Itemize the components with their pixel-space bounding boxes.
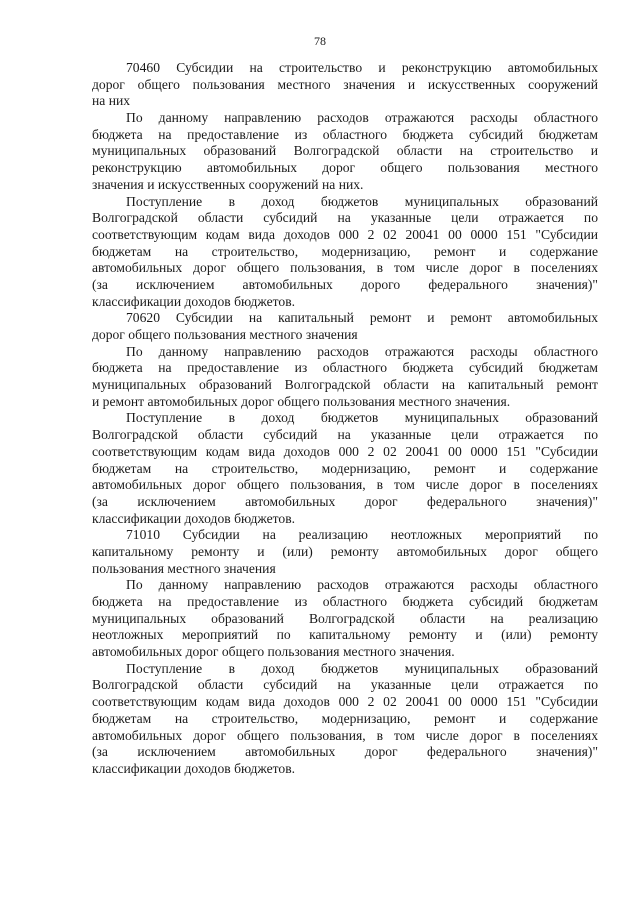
paragraph [92, 344, 598, 411]
paragraph-line: бюджета на предоставление из областного бюджета субсидий бюджетам [92, 594, 598, 609]
paragraph-line: бюджетам на строительство, модернизацию, ремонт и содержание [92, 710, 598, 726]
paragraph [92, 110, 598, 193]
paragraph-line: Волгоградской области субсидий на указанные цели отражается по [92, 677, 598, 693]
paragraph-line: соответствующим кодам вида доходов 000 2 02 20041 00 0000 151 "Субсидии [92, 694, 598, 710]
paragraph-line: дорог общего пользования местного значения и искусственных сооружений [92, 76, 598, 92]
paragraph-line: По данному направлению расходов отражаются расходы областного [126, 577, 598, 593]
paragraph-line: муниципальных образований Волгоградской области на капитальный ремонт [92, 377, 598, 393]
paragraph-line: классификации доходов бюджетов. [92, 293, 296, 309]
paragraph-line: муниципальных образований Волгоградской области на строительство и [92, 143, 598, 159]
paragraph-line: неотложных мероприятий по капитальному ремонту и (или) ремонту [92, 627, 598, 643]
paragraph-line: 70620 Субсидии на капитальный ремонт и ремонт автомобильных [126, 310, 598, 326]
paragraph-line: классификации доходов бюджетов. [92, 510, 296, 526]
paragraph-line: (за исключением автомобильных дорого федерального значения)" [92, 276, 598, 292]
paragraph-line: бюджетам на строительство, модернизацию, ремонт и содержание [92, 243, 598, 259]
paragraph-line: автомобильных дорог общего пользования, в том числе дорог в поселениях [92, 477, 598, 493]
paragraph-line: классификации доходов бюджетов. [92, 760, 296, 776]
paragraph-line: и ремонт автомобильных дорог общего пользования местного значения. [92, 393, 511, 409]
paragraph [92, 527, 598, 577]
paragraph-line: капитальному ремонту и (или) ремонту автомобильных дорог общего [92, 543, 598, 559]
paragraph-line: на них [92, 93, 131, 109]
paragraph-line: соответствующим кодам вида доходов 000 2 02 20041 00 0000 151 "Субсидии [92, 443, 598, 459]
paragraph [92, 577, 598, 660]
paragraph-line: По данному направлению расходов отражаются расходы областного [126, 343, 598, 359]
paragraph-line: пользования местного значения [92, 560, 276, 576]
paragraph-line: Поступление в доход бюджетов муниципальных образований [126, 193, 598, 209]
paragraph-line: автомобильных дорог общего пользования местного значения. [92, 644, 455, 660]
page-number: 78 [314, 34, 326, 48]
paragraph-line: Волгоградской области субсидий на указанные цели отражается по [92, 210, 598, 226]
paragraph-line: Поступление в доход бюджетов муниципальных образований [126, 410, 598, 426]
paragraph [92, 194, 598, 311]
paragraph-line: бюджета на предоставление из областного бюджета субсидий бюджетам [92, 360, 598, 376]
paragraph-line: автомобильных дорог общего пользования, в том числе дорог в поселениях [92, 727, 598, 743]
paragraph-line: бюджета на предоставление из областного бюджета субсидий бюджетам [92, 126, 598, 142]
paragraph-line: соответствующим кодам вида доходов 000 2 02 20041 00 0000 151 "Субсидии [92, 226, 598, 242]
paragraph-line: 71010 Субсидии на реализацию неотложных мероприятий по [126, 527, 598, 543]
paragraph [92, 310, 598, 343]
paragraph-line: По данному направлению расходов отражаются расходы областного [126, 110, 598, 126]
paragraph-line: Поступление в доход бюджетов муниципальных образований [126, 660, 598, 676]
paragraph [92, 661, 598, 778]
paragraph-line: бюджетам на строительство, модернизацию, ремонт и содержание [92, 460, 598, 476]
paragraph-line: 70460 Субсидии на строительство и реконструкцию автомобильных [126, 60, 598, 75]
paragraph [92, 60, 598, 110]
paragraph [92, 410, 598, 527]
paragraph-line: реконструкцию автомобильных дорог общего пользования местного [92, 160, 598, 176]
paragraph-line: Волгоградской области субсидий на указанные цели отражается по [92, 427, 598, 443]
paragraph-line: (за исключением автомобильных дорог федерального значения)" [92, 744, 598, 760]
paragraph-line: (за исключением автомобильных дорог федерального значения)" [92, 493, 598, 509]
document-body [92, 60, 598, 778]
paragraph-line: муниципальных образований Волгоградской области на реализацию [92, 610, 598, 626]
paragraph-line: автомобильных дорог общего пользования, в том числе дорог в поселениях [92, 260, 598, 276]
paragraph-line: значения и искусственных сооружений на них. [92, 176, 364, 192]
paragraph-line: дорог общего пользования местного значения [92, 327, 358, 342]
